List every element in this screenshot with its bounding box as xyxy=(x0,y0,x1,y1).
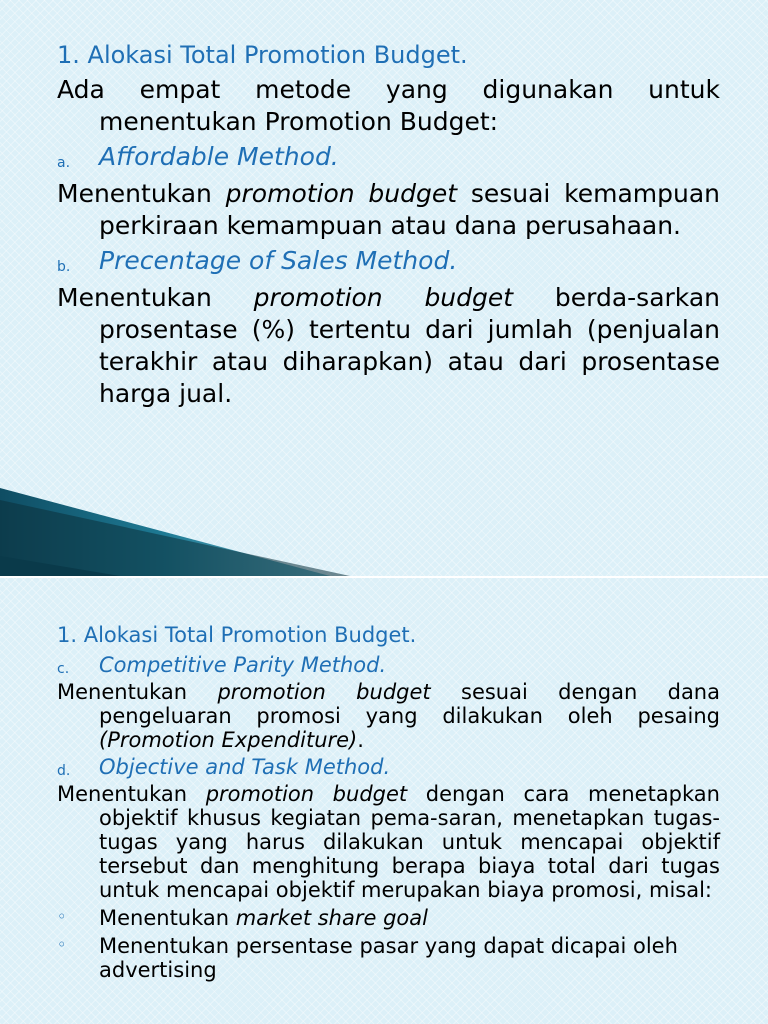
emphasis-text: (Promotion Expenditure) xyxy=(99,728,358,752)
text-run: Menentukan xyxy=(57,179,226,208)
intro-paragraph: Ada empat metode yang digunakan untuk menentukan Promotion Budget: xyxy=(57,75,720,136)
list-marker: d. xyxy=(57,763,71,779)
method-heading: Precentage of Sales Method. xyxy=(99,246,458,275)
slide-title: 1. Alokasi Total Promotion Budget. xyxy=(57,41,468,69)
slide-2-content xyxy=(57,622,720,982)
text-run: Menentukan xyxy=(57,782,206,806)
method-heading: Objective and Task Method. xyxy=(99,755,391,779)
text-run: berda-sarkan prosentase (%) tertentu dari jumlah (penjualan terakhir atau diharapkan) atau dari prosentase harga jual. xyxy=(99,283,720,408)
text-run: Menentukan xyxy=(57,680,218,704)
text-run: sesuai dengan dana pengeluaran promosi yang dilakukan oleh pesaing xyxy=(99,680,720,728)
emphasis-text: promotion budget xyxy=(253,283,514,312)
slide-1-content xyxy=(57,40,720,410)
list-item-d xyxy=(57,754,720,780)
emphasis-text: promotion budget xyxy=(217,680,431,704)
emphasis-text: promotion budget xyxy=(205,782,408,806)
method-heading: Affordable Method. xyxy=(99,142,339,171)
bullet-marker: ◦ xyxy=(57,935,67,954)
emphasis-text: promotion budget xyxy=(225,179,458,208)
slide-title: 1. Alokasi Total Promotion Budget. xyxy=(57,623,417,647)
paragraph-d xyxy=(57,782,720,902)
slide-2 xyxy=(0,578,768,1024)
text-run: Menentukan persentase pasar yang dapat dicapai oleh advertising xyxy=(99,934,678,982)
text-run: dengan cara menetapkan objektif khusus kegiatan pema-saran, menetapkan tugas-tugas yang harus dilakukan untuk mencapai objektif tersebut dan menghitung berapa biaya total dari tugas untuk mencapai objektif merupakan biaya promosi, misal: xyxy=(99,782,720,902)
list-marker: c. xyxy=(57,661,70,677)
paragraph-a xyxy=(57,178,721,242)
method-heading: Competitive Parity Method. xyxy=(99,653,387,677)
text-run: . xyxy=(357,728,364,752)
list-marker: b. xyxy=(57,259,71,275)
bullet-item xyxy=(57,906,720,930)
bullet-marker: ◦ xyxy=(57,907,67,926)
text-run: sesuai kemampuan perkiraan kemampuan atau dana perusahaan. xyxy=(99,179,721,240)
text-run: Menentukan xyxy=(57,283,254,312)
bullet-item xyxy=(57,934,720,982)
paragraph-c xyxy=(57,680,720,752)
list-marker: a. xyxy=(57,155,71,171)
list-item-a xyxy=(57,141,720,173)
list-item-b xyxy=(57,245,720,277)
paragraph-b xyxy=(57,282,720,410)
list-item-c xyxy=(57,652,720,678)
text-run: Menentukan xyxy=(99,906,236,930)
emphasis-text: market share goal xyxy=(235,906,428,930)
